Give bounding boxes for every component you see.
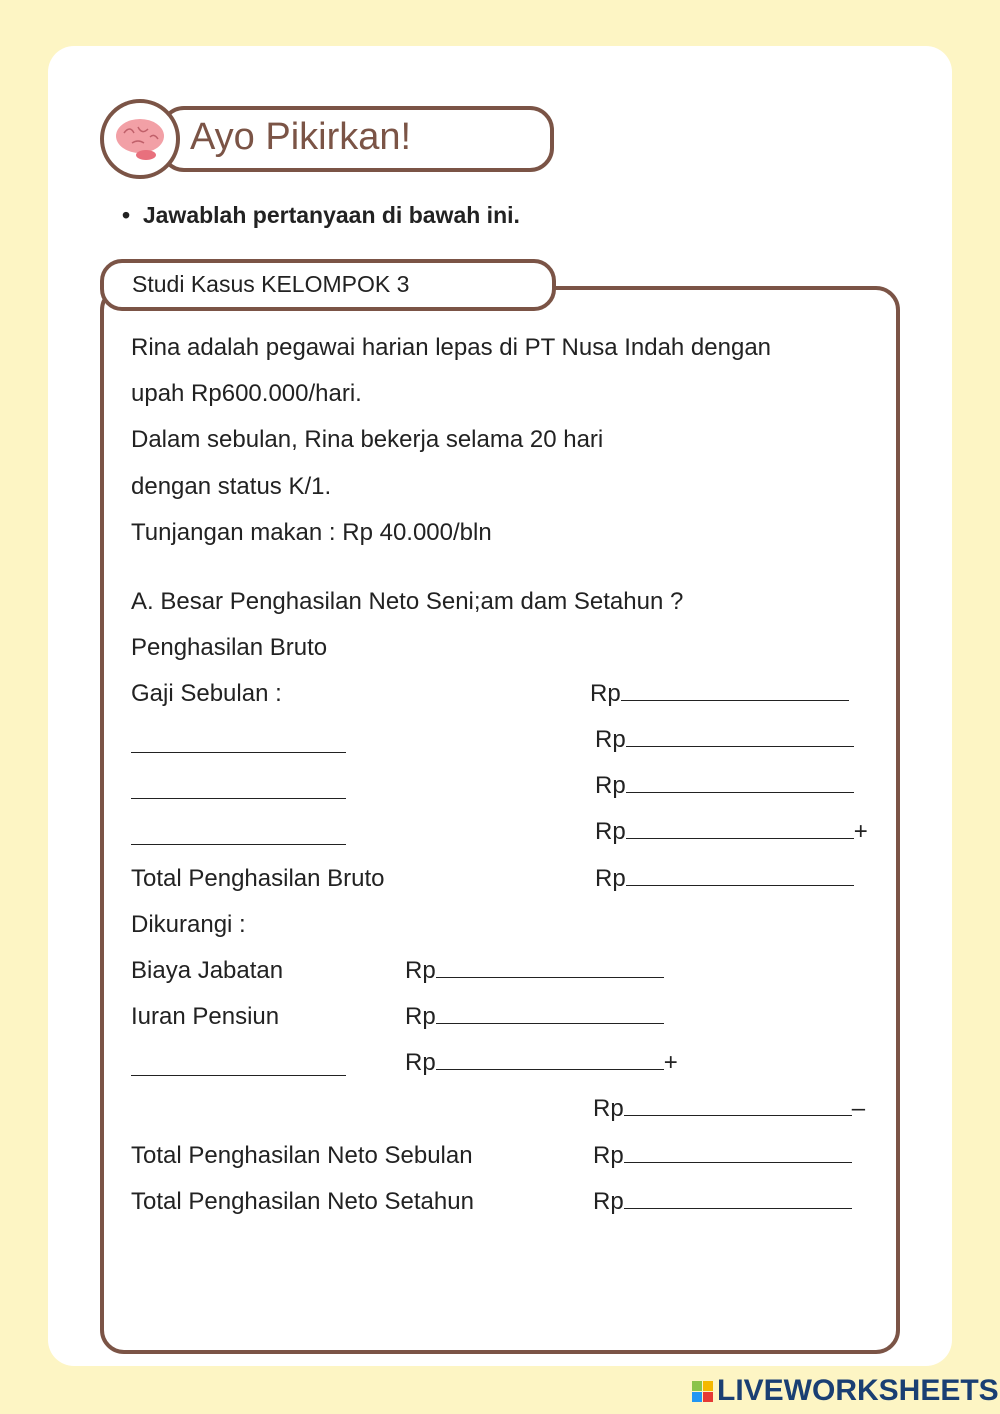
amount-field [405,1003,664,1031]
amount-field [593,1188,852,1216]
row-label: Gaji Sebulan : [131,680,282,707]
brain-icon [100,99,180,179]
rp-label: Rp [405,1049,436,1076]
amount-field [405,957,664,985]
amount-field [595,818,868,846]
case-paragraph-line: upah Rp600.000/hari. [131,380,362,407]
instruction-text: Jawablah pertanyaan di bawah ini. [142,202,520,228]
row-label: Total Penghasilan Neto Setahun [131,1188,474,1215]
deduct-heading: Dikurangi : [131,911,246,938]
brand-name: LIVEWORKSHEETS [717,1374,999,1407]
label-blank-input[interactable] [131,824,346,845]
case-paragraph-line: Dalam sebulan, Rina bekerja selama 20 hari [131,426,604,453]
rp-label: Rp [595,865,626,892]
rp-label: Rp [593,1095,624,1122]
amount-blank-input[interactable] [624,1142,852,1163]
label-blank-input[interactable] [131,732,346,753]
amount-field [405,1049,678,1077]
rp-label: Rp [593,1188,624,1215]
amount-blank-input[interactable] [626,865,854,886]
amount-field [590,680,849,708]
amount-blank-input[interactable] [436,1049,664,1070]
amount-field [593,1095,865,1123]
question: A. Besar Penghasilan Neto Seni;am dam Setahun ? [131,588,684,615]
rp-label: Rp [595,726,626,753]
amount-blank-input[interactable] [624,1095,852,1116]
amount-field [595,726,854,754]
rp-label: Rp [405,957,436,984]
bruto-heading: Penghasilan Bruto [131,634,328,661]
instruction: • Jawablah pertanyaan di bawah ini. [122,202,520,228]
case-paragraph-line: dengan status K/1. [131,473,332,500]
amount-blank-input[interactable] [436,957,664,978]
label-blank-input[interactable] [131,778,346,799]
row-label: Iuran Pensiun [131,1003,280,1030]
header-banner [160,106,554,172]
amount-blank-input[interactable] [626,726,854,747]
row-label: Total Penghasilan Neto Sebulan [131,1142,473,1169]
amount-field [595,865,854,893]
rp-label: Rp [405,1003,436,1030]
rp-label: Rp [595,772,626,799]
operator: + [853,818,868,845]
operator: + [663,1049,678,1076]
amount-blank-input[interactable] [624,1188,852,1209]
liveworksheets-logo [692,1374,999,1408]
label-blank-input[interactable] [131,1055,346,1076]
case-tab [100,259,556,311]
amount-blank-input[interactable] [626,818,854,839]
amount-field [595,772,854,800]
operator: – [851,1095,866,1122]
rp-label: Rp [590,680,621,707]
case-paragraph-line: Tunjangan makan : Rp 40.000/bln [131,519,492,546]
row-label: Total Penghasilan Bruto [131,865,385,892]
row-label: Biaya Jabatan [131,957,284,984]
page-title: Ayo Pikirkan! [190,116,412,158]
rp-label: Rp [595,818,626,845]
case-paragraph-line: Rina adalah pegawai harian lepas di PT Nusa Indah dengan [131,334,772,361]
amount-blank-input[interactable] [626,772,854,793]
logo-mark-icon [692,1381,713,1402]
rp-label: Rp [593,1142,624,1169]
amount-field [593,1142,852,1170]
amount-blank-input[interactable] [621,680,849,701]
case-title: Studi Kasus KELOMPOK 3 [132,271,410,297]
amount-blank-input[interactable] [436,1003,664,1024]
